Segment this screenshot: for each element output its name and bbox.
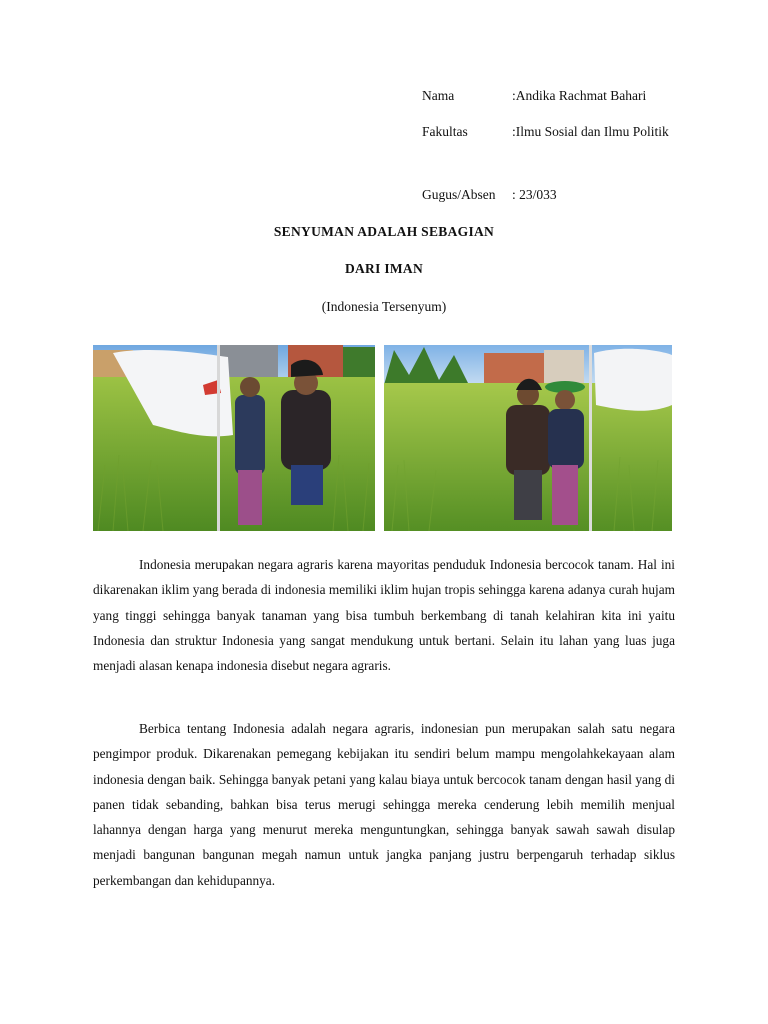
nama-label: Nama: [422, 88, 455, 103]
photo-left: [93, 345, 375, 531]
photo-right: [384, 345, 672, 531]
paragraph-2: Berbica tentang Indonesia adalah negara agraris, indonesian pun merupakan salah satu negara pengimpor produk. Dikarenakan pemegang kebijakan itu sendiri belum mampu mengolahkekayaan alam indonesia dengan baik. Sehingga banyak petani yang kalau biaya untuk bercocok tanam dengan hasil yang di panen tidak sebanding, bahkan bisa terus merugi sehingga mereka cenderung lebih memilih menjual lahannya dengan harga yang menurut mereka menguntungkan, sehingga banyak sawah sawah disulap menjadi bangunan bangunan megah namun untuk jangka panjang justru berpengaruh terhadap siklus perkembangan dan kehidupannya.: [93, 721, 675, 888]
paragraph-1: Indonesia merupakan negara agraris karena mayoritas penduduk Indonesia bercocok tanam. Hal ini dikarenakan iklim yang berada di indonesia memiliki iklim hujan tropis sehingga karena adanya curah hujam yang tinggi sehingga banyak tanaman yang bisa tumbuh berkembang di tanah kelahiran kita ini yaitu Indonesia dan struktur Indonesia yang sangat mendukung untuk bertani. Selain itu lahan yang luas juga menjadi alasan kenapa indonesia disebut negara agraris.: [93, 557, 675, 674]
fakultas-label: Fakultas: [422, 124, 468, 139]
rice-field-flag-icon: [93, 345, 375, 531]
title-line-2: DARI IMAN: [344, 261, 424, 276]
title-line-1: SENYUMAN ADALAH SEBAGIAN: [273, 224, 495, 239]
nama-value: :Andika Rachmat Bahari: [512, 88, 647, 103]
rice-field-two-people-icon: [384, 345, 672, 531]
fakultas-value: :Ilmu Sosial dan Ilmu Politik: [512, 124, 669, 139]
gugus-label: Gugus/Absen: [422, 187, 496, 202]
subtitle: (Indonesia Tersenyum): [321, 299, 447, 314]
gugus-value: : 23/033: [512, 187, 557, 202]
